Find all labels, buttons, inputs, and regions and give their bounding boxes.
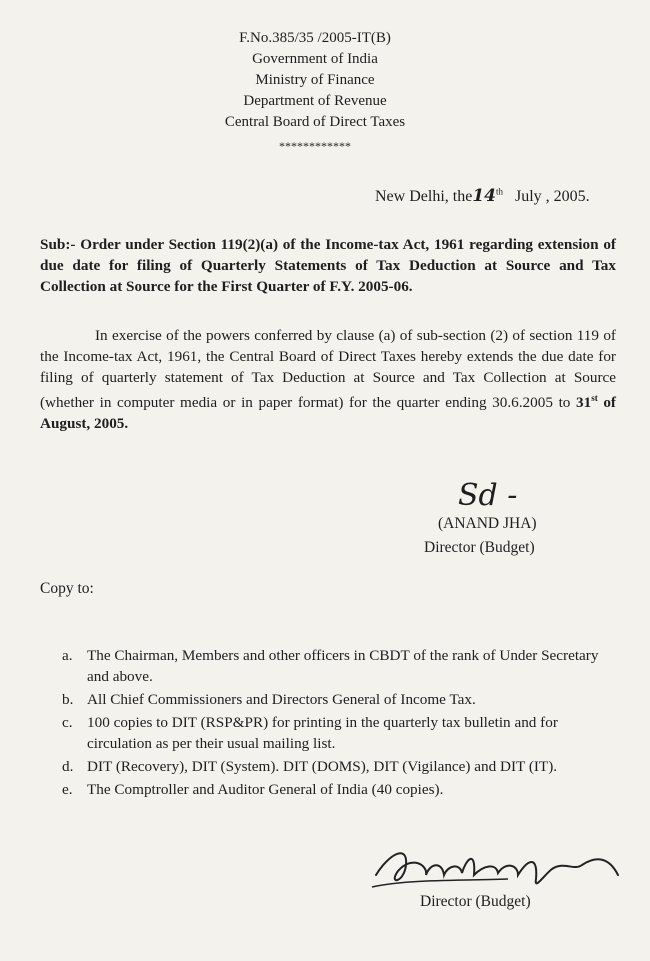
list-item bbox=[62, 712, 622, 754]
subject-paragraph: Sub:- Order under Section 119(2)(a) of the Income-tax Act, 1961 regarding extension of due date for filing of Quarterly Statements of Tax Deduction at Source and Tax Collection at Source for the First Quarter of F.Y. 2005-06. bbox=[40, 236, 616, 295]
list-item bbox=[62, 645, 622, 687]
list-item bbox=[62, 689, 622, 710]
list-item-text: The Chairman, Members and other officers in CBDT of the rank of Under Secretary and above. bbox=[87, 647, 599, 685]
date-prefix: New Delhi, the bbox=[375, 188, 473, 205]
signatory-block bbox=[424, 512, 537, 560]
order-due-day: 31 bbox=[576, 394, 592, 412]
order-due-rest: of August, 2005. bbox=[40, 394, 616, 433]
list-item-text: All Chief Commissioners and Directors General of Income Tax. bbox=[87, 691, 476, 708]
sd-mark: Sd - bbox=[458, 478, 518, 513]
list-item bbox=[62, 779, 622, 800]
list-item-text: 100 copies to DIT (RSP&PR) for printing in the quarterly tax bulletin and for circulation as per their usual mailing list. bbox=[87, 714, 558, 752]
list-marker: d. bbox=[62, 758, 74, 775]
board-line: Central Board of Direct Taxes bbox=[224, 114, 406, 130]
list-marker: e. bbox=[62, 781, 73, 798]
government-line: Government of India bbox=[252, 51, 378, 67]
ministry-line: Ministry of Finance bbox=[255, 72, 375, 88]
list-item bbox=[62, 756, 622, 777]
list-item-text: The Comptroller and Auditor General of India (40 copies). bbox=[87, 781, 444, 798]
department-line: Department of Revenue bbox=[243, 93, 387, 109]
date-month-year: July , 2005. bbox=[515, 188, 590, 205]
recipient-list bbox=[62, 645, 622, 802]
file-number: F.No.385/35 /2005-IT(B) bbox=[239, 30, 391, 46]
order-text: In exercise of the powers conferred by clause (a) of sub-section (2) of section 119 of the Income-tax Act, 1961, the Central Board of Direct Taxes hereby extends the due date for filing of quarterly statement of Tax Deduction at Source and Tax Collection at Source (whether in computer media or in paper format) for the quarter ending 30.6.2005 to bbox=[40, 327, 616, 412]
closing-title: Director (Budget) bbox=[420, 893, 531, 910]
date-line bbox=[375, 186, 590, 206]
list-marker: b. bbox=[62, 691, 74, 708]
order-paragraph bbox=[40, 325, 616, 434]
copy-to-label: Copy to: bbox=[40, 580, 94, 597]
list-marker: a. bbox=[62, 647, 73, 664]
list-item-text: DIT (Recovery), DIT (System). DIT (DOMS), DIT (Vigilance) and DIT (IT). bbox=[87, 758, 558, 775]
date-suffix: th bbox=[495, 186, 503, 197]
date-day: 14 bbox=[472, 186, 496, 206]
list-marker: c. bbox=[62, 714, 73, 731]
signatory-title: Director (Budget) bbox=[424, 539, 535, 556]
signatory-name: (ANAND JHA) bbox=[438, 515, 537, 532]
separator-stars: ************ bbox=[279, 139, 351, 153]
order-due-suffix: st bbox=[591, 393, 598, 403]
handwritten-signature bbox=[368, 835, 628, 895]
